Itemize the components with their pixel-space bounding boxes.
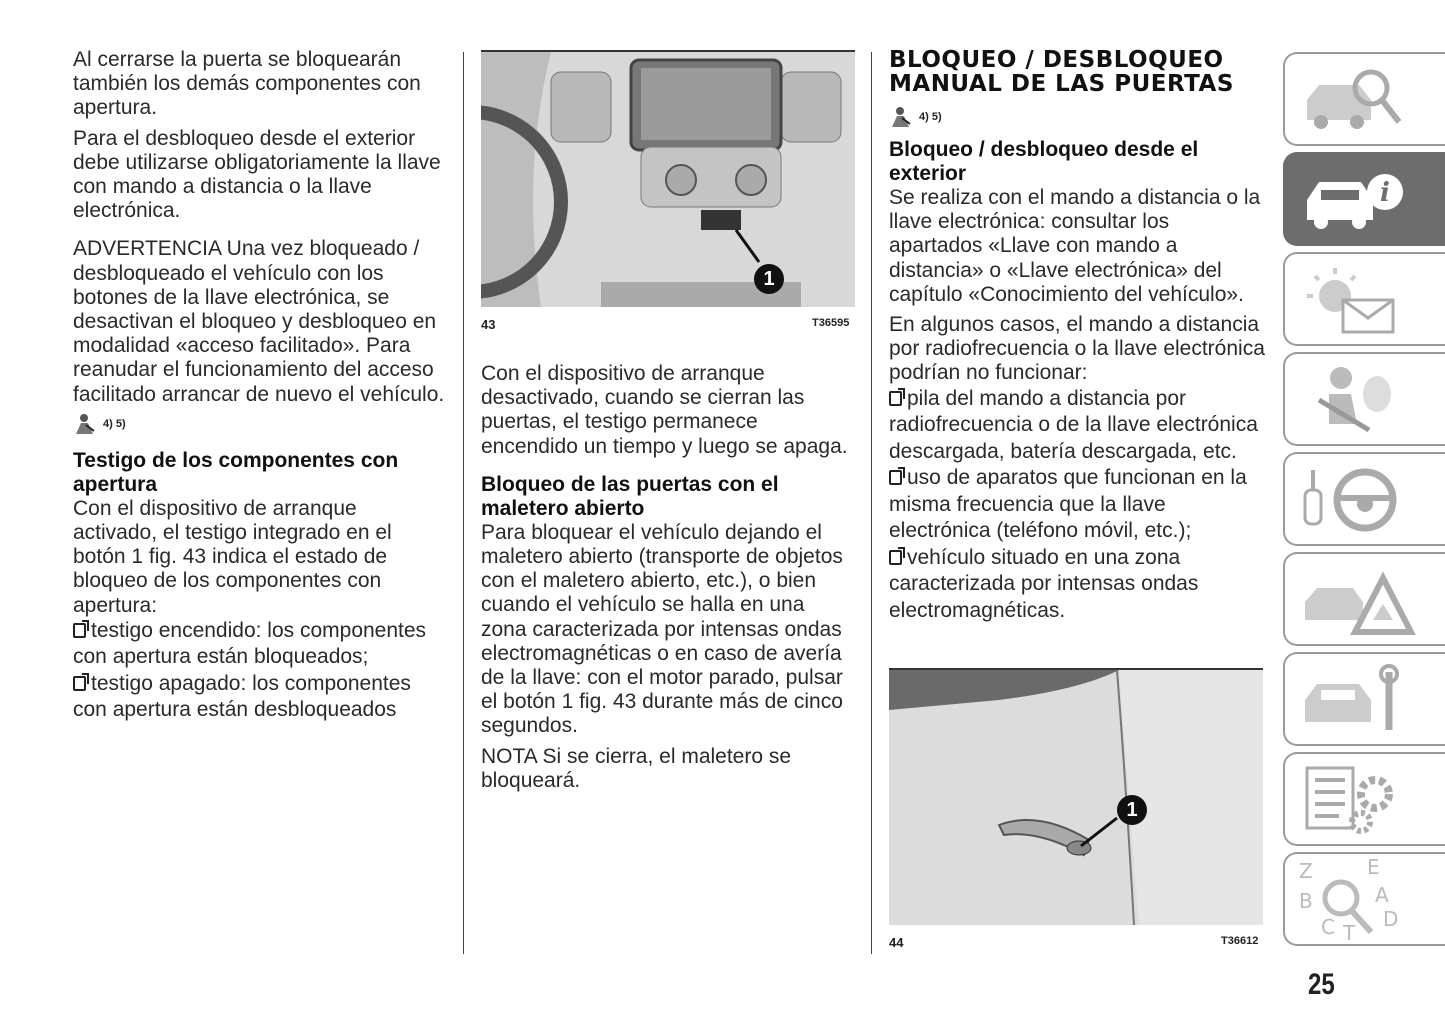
column-2 bbox=[481, 362, 855, 799]
paragraph: Con el dispositivo de arranque desactivado, cuando se cierran las puertas, el testigo permanece encendido un tiempo y luego se apaga. bbox=[481, 362, 848, 458]
bullet-item: pila del mando a distancia por radiofrecuencia o de la llave electrónica descargada, batería descargada, etc. bbox=[889, 386, 1258, 463]
tab-key-steering[interactable] bbox=[1283, 452, 1445, 546]
figure-code: T36595 bbox=[812, 317, 850, 329]
bullet-box-icon bbox=[73, 676, 86, 691]
warning-mechanic-icon bbox=[889, 106, 913, 128]
figure-code: T36612 bbox=[1221, 935, 1259, 947]
figure-43 bbox=[481, 50, 855, 307]
bullet-item: uso de aparatos que funcionan en la misma frecuencia que la llave electrónica (teléfono móvil, etc.); bbox=[889, 466, 1247, 543]
tab-car-wrench[interactable] bbox=[1283, 652, 1445, 746]
alphabetical-index-icon bbox=[1291, 854, 1421, 942]
car-warning-icon bbox=[1299, 560, 1419, 640]
page-number: 25 bbox=[1308, 968, 1335, 1001]
svg-text:A: A bbox=[1375, 883, 1389, 907]
paragraph: Para bloquear el vehículo dejando el maletero abierto (transporte de objetos con el maletero abierto, etc.), o bien cuando el vehículo se halla en una zona caracterizada por intensas ondas electromagnéticas o en caso de avería de la llave: con el motor parado, pulsar el botón 1 fig. 43 durante más de cinco segundos. bbox=[481, 520, 843, 738]
lights-message-icon bbox=[1299, 260, 1419, 340]
dashboard-illustration bbox=[481, 52, 855, 307]
bullet-box-icon bbox=[889, 470, 902, 485]
bullet-box-icon bbox=[889, 550, 902, 565]
column-3 bbox=[889, 48, 1265, 624]
svg-text:E: E bbox=[1367, 855, 1380, 879]
paragraph: Se realiza con el mando a distancia o la llave electrónica: consultar los apartados «Llave con mando a distancia» o «Llave electrónica» del capítulo «Conocimiento del vehículo». bbox=[889, 186, 1261, 306]
airbag-icon bbox=[1299, 360, 1419, 440]
callout-marker: 1 bbox=[754, 264, 784, 294]
column-1 bbox=[73, 48, 445, 724]
door-handle-illustration bbox=[889, 670, 1263, 925]
advertencia-paragraph: ADVERTENCIA Una vez bloqueado / desbloqueado el vehículo con los botones de la llave electrónica, se desactivan el bloqueo y desbloqueo en modalidad «acceso facilitado». Para reanudar el funcionamiento del acceso facilitado arrancar de nuevo el vehículo. bbox=[73, 237, 445, 406]
tab-car-info[interactable] bbox=[1283, 152, 1445, 246]
car-search-icon bbox=[1299, 60, 1419, 140]
warning-reference: 4) 5) bbox=[889, 106, 1265, 128]
paragraph: Al cerrarse la puerta se bloquearán también los demás componentes con apertura. bbox=[73, 48, 421, 120]
car-wrench-icon bbox=[1299, 660, 1419, 740]
column-divider bbox=[871, 52, 872, 954]
svg-text:Z: Z bbox=[1299, 859, 1313, 883]
tab-car-warning[interactable] bbox=[1283, 552, 1445, 646]
tab-lights-message[interactable] bbox=[1283, 252, 1445, 346]
paragraph: En algunos casos, el mando a distancia por radiofrecuencia o la llave electrónica podrían no funcionar: bbox=[889, 313, 1265, 385]
svg-text:C: C bbox=[1321, 915, 1335, 939]
bullet-box-icon bbox=[73, 623, 86, 638]
bullet-item: vehículo situado en una zona caracterizada por intensas ondas electromagnéticas. bbox=[889, 545, 1199, 622]
section-heading: Testigo de los componentes con apertura bbox=[73, 448, 399, 496]
column-divider bbox=[463, 52, 464, 954]
section-title: BLOQUEO / DESBLOQUEO MANUAL DE LAS PUERTAS bbox=[889, 47, 1234, 97]
figure-number: 44 bbox=[889, 935, 904, 950]
tab-car-search[interactable] bbox=[1283, 52, 1445, 146]
nota-paragraph: NOTA Si se cierra, el maletero se bloqueará. bbox=[481, 744, 792, 792]
section-heading: Bloqueo de las puertas con el maletero abierto bbox=[481, 472, 779, 520]
car-info-icon bbox=[1299, 160, 1429, 240]
svg-text:i: i bbox=[1380, 178, 1390, 208]
svg-text:B: B bbox=[1299, 889, 1313, 913]
bullet-item: testigo encendido: los componentes con apertura están bloqueados; bbox=[73, 618, 427, 669]
warning-mechanic-icon bbox=[73, 413, 97, 435]
figure-44 bbox=[889, 668, 1263, 925]
tab-index[interactable] bbox=[1283, 852, 1445, 946]
warning-reference: 4) 5) bbox=[73, 413, 445, 435]
key-steering-icon bbox=[1299, 460, 1419, 540]
paragraph: Para el desbloqueo desde el exterior debe utilizarse obligatoriamente la llave con mando a distancia o la llave electrónica. bbox=[73, 126, 441, 223]
tab-airbag[interactable] bbox=[1283, 352, 1445, 446]
specs-gear-icon bbox=[1299, 760, 1419, 840]
bullet-box-icon bbox=[889, 391, 902, 406]
figure-number: 43 bbox=[481, 317, 496, 332]
tab-specs[interactable] bbox=[1283, 752, 1445, 846]
section-heading: Bloqueo / desbloqueo desde el exterior bbox=[889, 138, 1199, 185]
bullet-item: testigo apagado: los componentes con apertura están desbloqueados bbox=[73, 671, 411, 722]
paragraph: Con el dispositivo de arranque activado, el testigo integrado en el botón 1 fig. 43 indica el estado de bloqueo de los componentes con apertura: bbox=[73, 496, 392, 617]
svg-text:T: T bbox=[1343, 921, 1356, 942]
callout-marker: 1 bbox=[1117, 795, 1147, 825]
svg-text:D: D bbox=[1383, 907, 1399, 931]
